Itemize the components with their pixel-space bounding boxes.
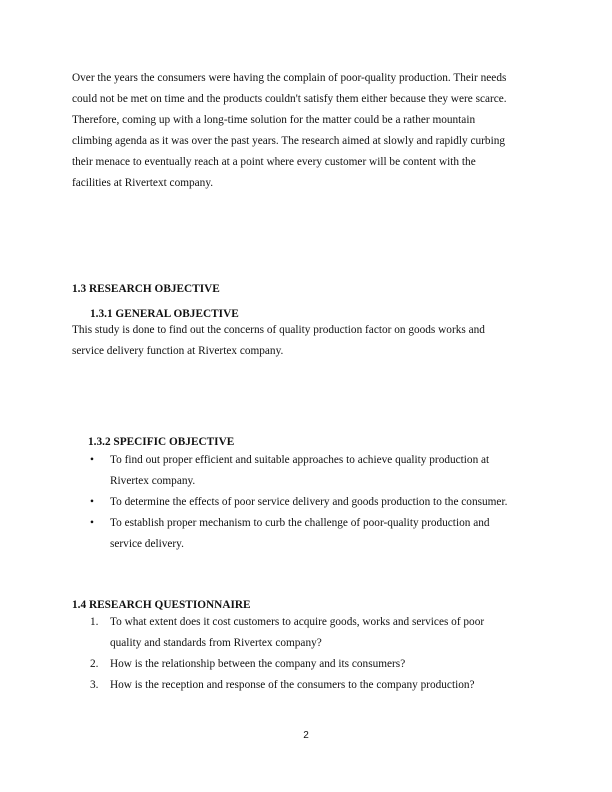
text-line: How is the relationship between the company and its consumers?	[110, 658, 406, 670]
text-line: Over the years the consumers were having the complain of poor-quality production. Their needs	[72, 72, 507, 84]
item-number: 2.	[90, 658, 99, 670]
list-item	[90, 513, 550, 555]
item-number: 1.	[90, 616, 99, 628]
subheading-specific-objective: 1.3.2 SPECIFIC OBJECTIVE	[88, 436, 235, 448]
section-heading-research-questionnaire: 1.4 RESEARCH QUESTIONNAIRE	[72, 599, 251, 611]
bullet-icon: •	[90, 454, 94, 466]
text-line: service delivery function at Rivertex company.	[72, 345, 284, 357]
text-line: climbing agenda as it was over the past years. The research aimed at slowly and rapidly curbing	[72, 135, 506, 147]
text-line: could not be met on time and the products couldn't satisfy them either because they were scarce.	[72, 93, 507, 105]
page-number: 2	[303, 730, 309, 741]
list-item	[90, 654, 550, 675]
text-line: To find out proper efficient and suitable approaches to achieve quality production at	[110, 454, 490, 466]
list-item	[90, 675, 550, 696]
text-line: To establish proper mechanism to curb the challenge of poor-quality production and	[110, 517, 490, 529]
text-line: To determine the effects of poor service delivery and goods production to the consumer.	[110, 496, 508, 508]
text-line: service delivery.	[110, 538, 184, 550]
list-item	[90, 450, 550, 492]
item-number: 3.	[90, 679, 99, 691]
text-line: How is the reception and response of the consumers to the company production?	[110, 679, 475, 691]
text-line: Therefore, coming up with a long-time solution for the matter could be a rather mountain	[72, 114, 476, 126]
questionnaire-list	[90, 612, 550, 696]
text-line: Rivertex company.	[110, 475, 196, 487]
section-heading-research-objective: 1.3 RESEARCH OBJECTIVE	[72, 283, 220, 295]
text-line: This study is done to find out the concerns of quality production factor on goods works and	[72, 324, 485, 336]
list-item	[90, 612, 550, 654]
subheading-general-objective: 1.3.1 GENERAL OBJECTIVE	[90, 308, 239, 320]
general-objective-paragraph	[72, 320, 542, 362]
bullet-icon: •	[90, 517, 94, 529]
intro-paragraph	[72, 68, 542, 194]
text-line: To what extent does it cost customers to acquire goods, works and services of poor	[110, 616, 485, 628]
text-line: quality and standards from Rivertex company?	[110, 637, 322, 649]
list-item	[90, 492, 550, 513]
text-line: facilities at Rivertext company.	[72, 177, 214, 189]
text-line: their menace to eventually reach at a point where every customer will be content with the	[72, 156, 476, 168]
bullet-icon: •	[90, 496, 94, 508]
specific-objectives-list	[90, 450, 550, 555]
